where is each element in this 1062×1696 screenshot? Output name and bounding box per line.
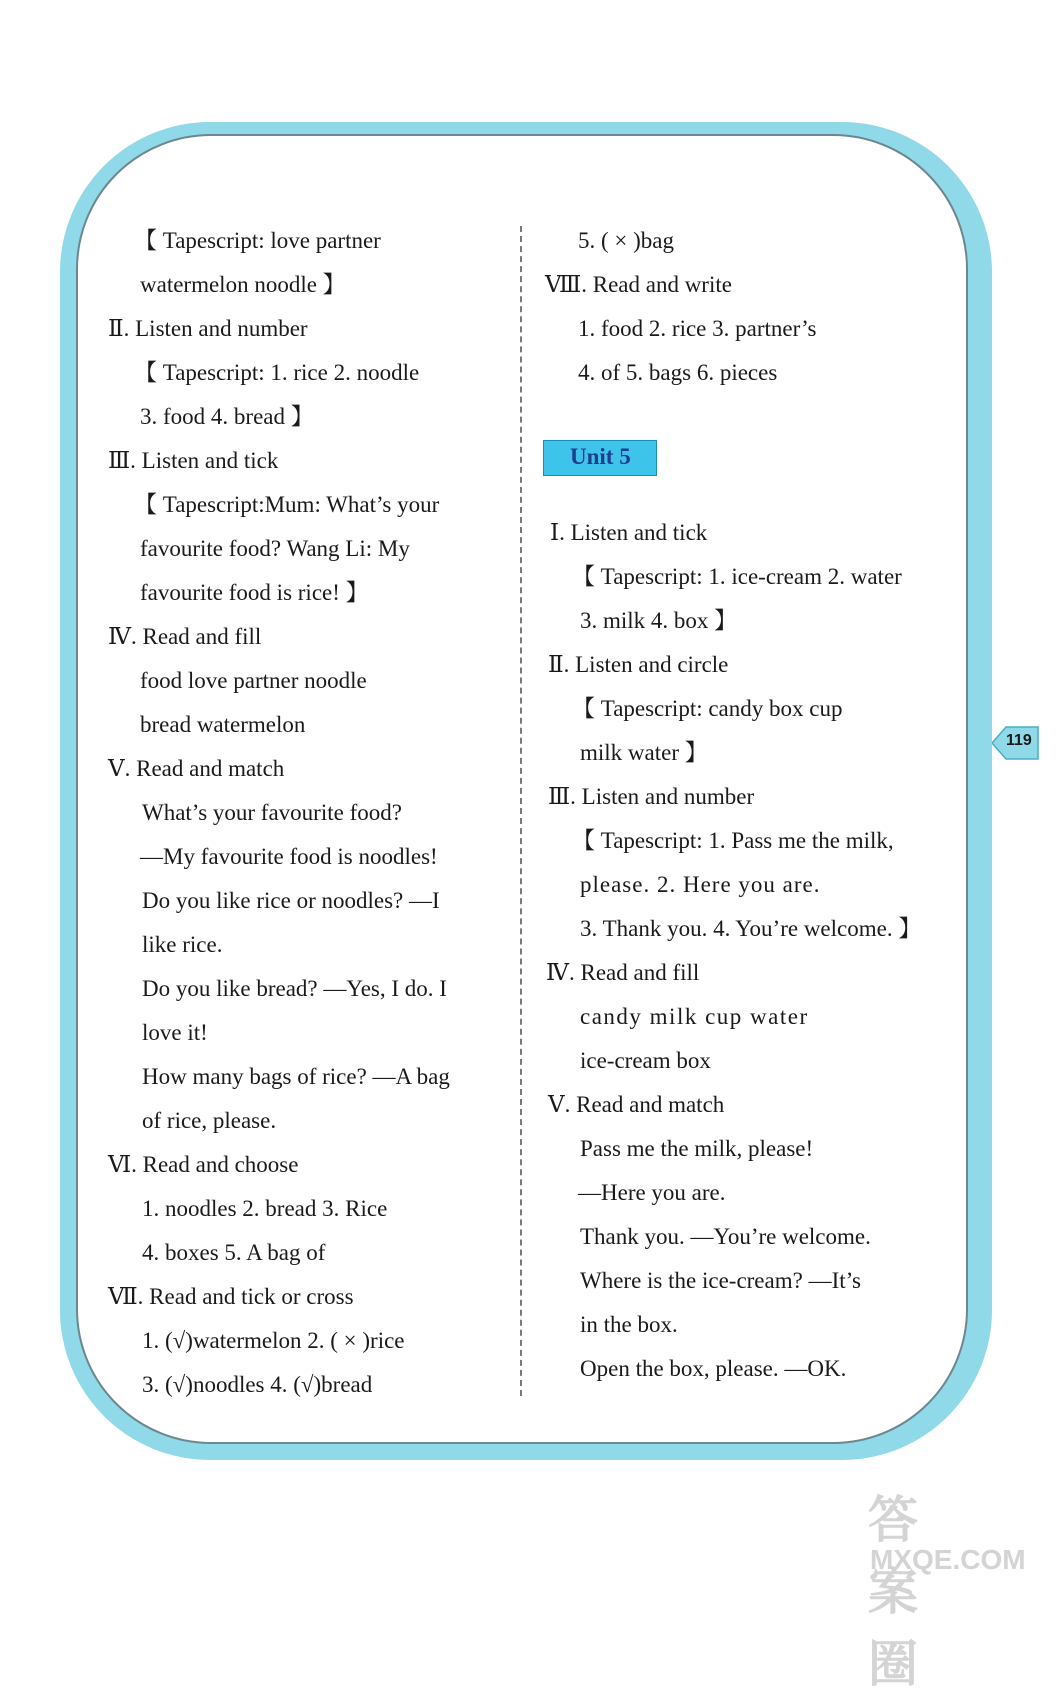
answer-line: What’s your favourite food? [142, 800, 402, 825]
answer-line: Thank you. —You’re welcome. [580, 1224, 871, 1249]
answer-line: 【 Tapescript: 1. rice 2. noodle [134, 360, 420, 385]
answer-line: Open the box, please. —OK. [580, 1356, 847, 1381]
answer-line: 1. food 2. rice 3. partner’s [578, 316, 817, 341]
answer-line: 3. (√)noodles 4. (√)bread [142, 1372, 373, 1397]
answer-line: 4. of 5. bags 6. pieces [578, 360, 778, 385]
section-heading: Ⅳ. Read and fill [546, 960, 700, 985]
answer-line: favourite food? Wang Li: My [140, 536, 410, 561]
answer-line: 【 Tapescript: 1. ice-cream 2. water [572, 564, 902, 589]
section-heading: Ⅱ. Listen and circle [548, 652, 729, 677]
section-heading: Ⅴ. Read and match [548, 1092, 725, 1117]
answer-line: 5. ( × )bag [578, 228, 674, 253]
answer-line: Where is the ice-cream? —It’s [580, 1268, 861, 1293]
answer-line: 1. noodles 2. bread 3. Rice [142, 1196, 388, 1221]
section-heading: Ⅶ. Read and tick or cross [108, 1284, 354, 1309]
answer-line: 3. food 4. bread 】 [140, 404, 314, 429]
answer-line: —My favourite food is noodles! [140, 844, 438, 869]
answer-line: How many bags of rice? —A bag [142, 1064, 450, 1089]
answer-line: 【 Tapescript: 1. Pass me the milk, [572, 828, 894, 853]
section-heading: Ⅳ. Read and fill [108, 624, 262, 649]
answer-line: milk water 】 [580, 740, 708, 765]
answer-line: food love partner noodle [140, 668, 367, 693]
section-heading: Ⅴ. Read and match [108, 756, 285, 781]
answer-line: Pass me the milk, please! [580, 1136, 814, 1161]
answer-line: bread watermelon [140, 712, 306, 737]
section-heading: Ⅰ. Listen and tick [550, 520, 708, 545]
answer-line: 3. Thank you. 4. You’re welcome. 】 [580, 916, 922, 941]
answer-line: ice-cream box [580, 1048, 711, 1073]
answer-line: love it! [142, 1020, 208, 1045]
page-number-tab [992, 725, 1042, 761]
answer-line: 【 Tapescript:Mum: What’s your [134, 492, 440, 517]
page-number: 119 [1006, 732, 1032, 749]
answer-line: candy milk cup water [580, 1004, 809, 1029]
watermark-url: MXQE.COM [870, 1544, 1026, 1575]
answer-line: please. 2. Here you are. [580, 872, 821, 897]
section-heading: Ⅵ. Read and choose [108, 1152, 299, 1177]
answer-line: —Here you are. [578, 1180, 726, 1205]
answer-line: Do you like bread? —Yes, I do. I [142, 976, 447, 1001]
section-heading: Ⅲ. Listen and tick [108, 448, 279, 473]
section-heading: Ⅱ. Listen and number [108, 316, 308, 341]
answer-line: 【 Tapescript: love partner [134, 228, 381, 253]
answer-line: 【 Tapescript: candy box cup [572, 696, 843, 721]
section-heading: Ⅲ. Listen and number [548, 784, 755, 809]
answer-line: 1. (√)watermelon 2. ( × )rice [142, 1328, 405, 1353]
answer-line: Do you like rice or noodles? —I [142, 888, 440, 913]
watermark-text: 答案圈 [868, 1492, 920, 1692]
section-heading: Ⅷ. Read and write [545, 272, 732, 297]
answer-line: watermelon noodle 】 [140, 272, 346, 297]
column-divider [520, 226, 522, 1396]
answer-line: favourite food is rice! 】 [140, 580, 369, 605]
answer-line: in the box. [580, 1312, 678, 1337]
answer-line: 3. milk 4. box 】 [580, 608, 738, 633]
answer-line: like rice. [142, 932, 223, 957]
answer-line: of rice, please. [142, 1108, 277, 1133]
unit-title: Unit 5 [570, 444, 631, 469]
answer-line: 4. boxes 5. A bag of [142, 1240, 326, 1265]
unit-badge [543, 440, 657, 476]
